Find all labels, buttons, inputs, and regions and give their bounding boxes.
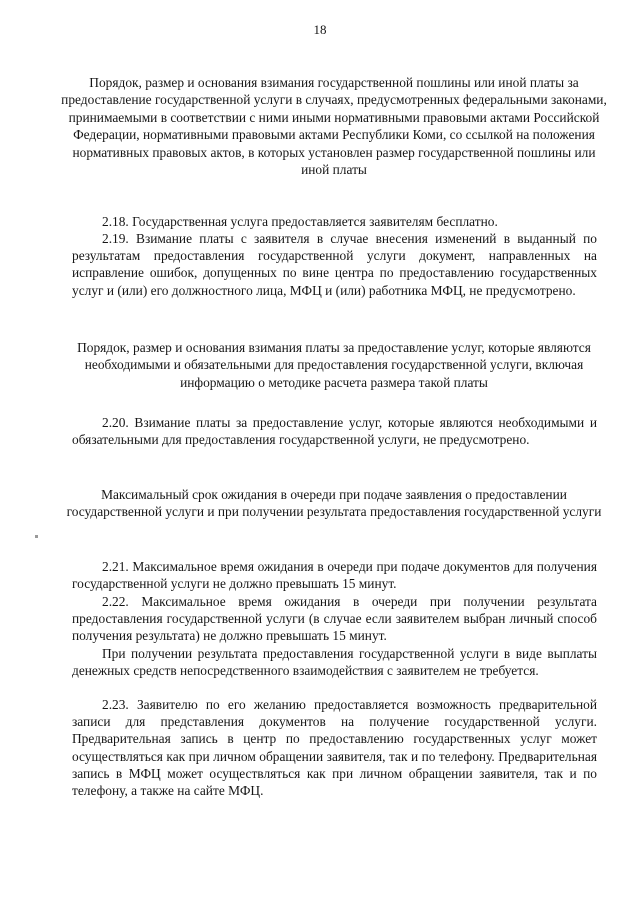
paragraph-2-21: 2.21. Максимальное время ожидания в очереди при подаче документов для получения государственной услуги не должно превышать 15 минут.: [72, 559, 597, 592]
paragraph-2-19: 2.19. Взимание платы с заявителя в случае внесения изменений в выданный по результатам предоставления государственной услуги документ, направленных на исправление ошибок, допущенных по вине центра по предоставлению государственных услуг и (или) его должностного лица, МФЦ и (или) работника МФЦ, не предусмотрено.: [72, 231, 597, 298]
paragraph-2-23: 2.23. Заявителю по его желанию предоставляется возможность предварительной записи для представления документов на получение государственной услуги. Предварительная запись в центр по предоставлению государственных услуг может осуществляться как при личном обращении заявителя, так и по телефону. Предварительная запись в МФЦ может осуществляться как при личном обращении заявителя, так и по телефону, а также на сайте МФЦ.: [72, 697, 597, 799]
paragraph-2-18: 2.18. Государственная услуга предоставляется заявителям бесплатно.: [102, 214, 498, 229]
scan-speck: [35, 535, 38, 538]
paragraph-2-20: 2.20. Взимание платы за предоставление услуг, которые являются необходимыми и обязательными для предоставления государственной услуги, не предусмотрено.: [72, 415, 597, 448]
heading-related-services-fee: Порядок, размер и основания взимания платы за предоставление услуг, которые являются необходимыми и обязательными для предоставления государственной услуги, включая информацию о методике расчета размера такой платы: [77, 340, 591, 390]
heading-fee-procedure: Порядок, размер и основания взимания государственной пошлины или иной платы за предоставление государственной услуги в случаях, предусмотренных федеральными законами, принимаемыми в соответствии с ними иными нормативными правовыми актами Российской Федерации, нормативными правовыми актами Республики Коми, со ссылкой на положения нормативных правовых актов, в которых установлен размер государственной пошлины или иной платы: [61, 75, 607, 178]
paragraph-2-22-note: При получении результата предоставления государственной услуги в виде выплаты денежных средств непосредственного взаимодействия с заявителем не требуется.: [72, 646, 597, 679]
heading-queue-wait: Максимальный срок ожидания в очереди при подаче заявления о предоставлении государственной услуги и при получении результата предоставления государственной услуги: [66, 487, 602, 520]
page-number: 18: [313, 22, 327, 37]
paragraph-2-22: 2.22. Максимальное время ожидания в очереди при получении результата предоставления государственной услуги (в случае если заявителем выбран личный способ получения результата) не должно превышать 15 минут.: [72, 594, 597, 644]
